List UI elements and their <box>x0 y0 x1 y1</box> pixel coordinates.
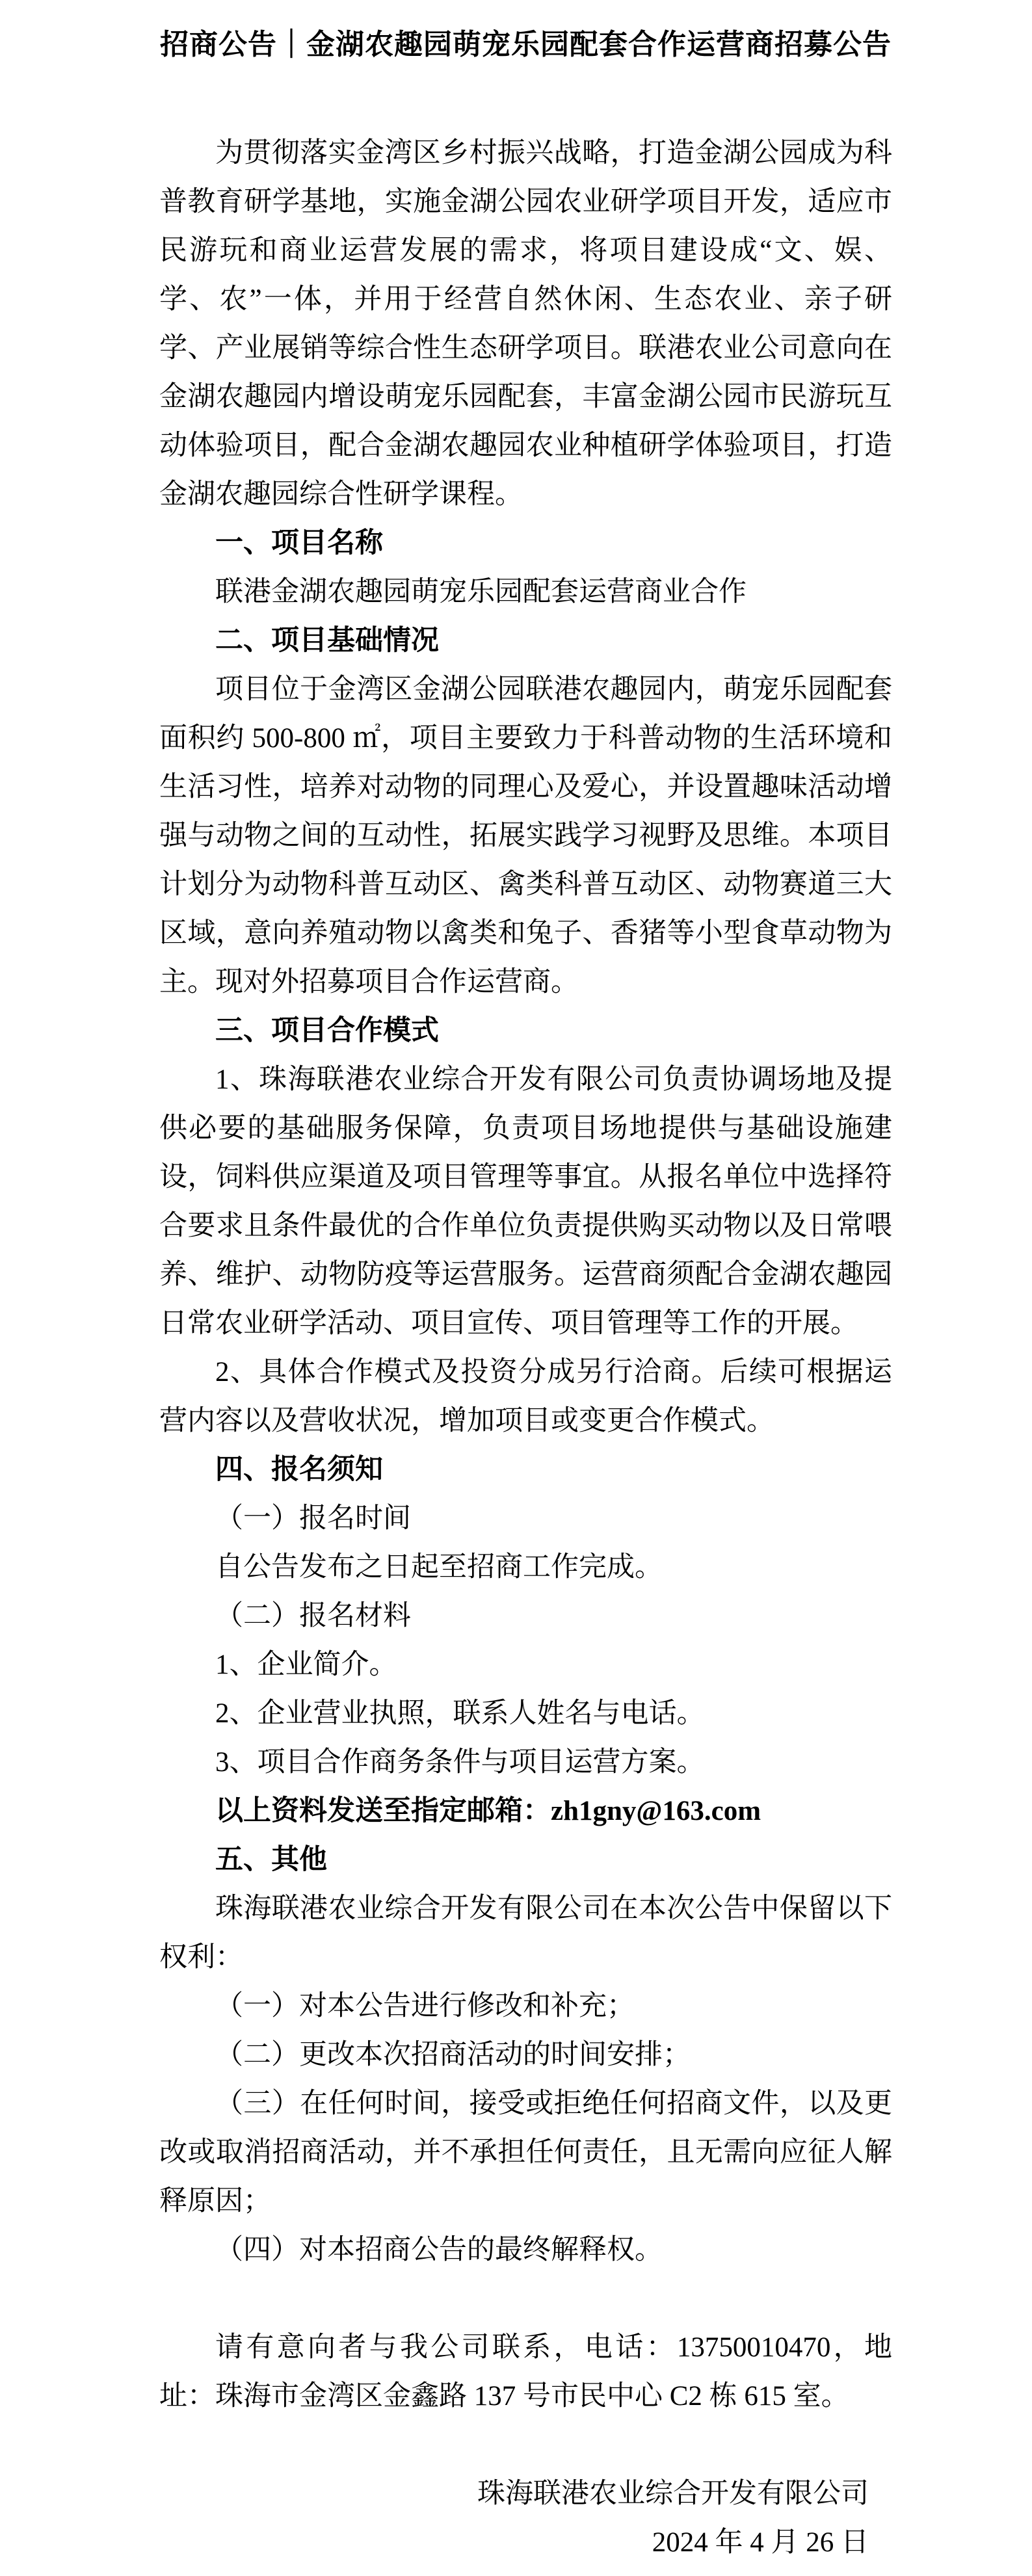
paragraph: 请有意向者与我公司联系，电话：13750010470，地址：珠海市金湾区金鑫路 137 号市民中心 C2 栋 615 室。 <box>159 2332 892 2412</box>
section-heading: 一、项目名称 <box>215 527 383 559</box>
paragraph: 2、企业营业执照，联系人姓名与电话。 <box>215 1698 705 1729</box>
section-heading: 三、项目合作模式 <box>215 1015 439 1046</box>
section-heading: 五、其他 <box>215 1844 327 1875</box>
paragraph: （二）更改本次招商活动的时间安排； <box>215 2040 691 2070</box>
announcement-date: 2024 年 4 月 26 日 <box>652 2527 869 2558</box>
blank-line <box>159 2421 892 2469</box>
paragraph: 1、企业简介。 <box>215 1649 397 1680</box>
paragraph: 为贯彻落实金湾区乡村振兴战略，打造金湖公园成为科普教育研学基地，实施金湖公园农业研学项目开发，适应市民游玩和商业运营发展的需求，将项目建设成“文、娱、学、农”一体，并用于经营自然休闲、生态农业、亲子研学、产业展销等综合性生态研学项目。联港农业公司意向在金湖农趣园内增设萌宠乐园配套，丰富金湖公园市民游玩互动体验项目，配合金湖农趣园农业种植研学体验项目，打造金湖农趣园综合性研学课程。 <box>159 138 892 510</box>
paragraph: （三）在任何时间，接受或拒绝任何招商文件，以及更改或取消招商活动，并不承担任何责任，且无需向应征人解释原因； <box>159 2088 892 2216</box>
paragraph: （二）报名材料 <box>215 1601 411 1631</box>
company-signature: 珠海联港农业综合开发有限公司 <box>477 2478 869 2509</box>
document-body <box>159 129 892 2567</box>
blank-line <box>159 2274 892 2323</box>
email-submission-line: 以上资料发送至指定邮箱：zh1gny@163.com <box>215 1796 761 1826</box>
paragraph: （一）对本公告进行修改和补充； <box>215 1991 635 2021</box>
paragraph: 项目位于金湾区金湖公园联港农趣园内，萌宠乐园配套面积约 500-800 ㎡，项目主要致力于科普动物的生活环境和生活习性，培养对动物的同理心及爱心，并设置趣味活动增强与动物之间的互动性，拓展实践学习视野及思维。本项目计划分为动物科普互动区、禽类科普互动区、动物赛道三大区域，意向养殖动物以禽类和兔子、香猪等小型食草动物为主。现对外招募项目合作运营商。 <box>159 674 892 997</box>
section-heading: 二、项目基础情况 <box>215 625 439 656</box>
paragraph: 联港金湖农趣园萌宠乐园配套运营商业合作 <box>215 577 747 607</box>
paragraph: （四）对本招商公告的最终解释权。 <box>215 2235 663 2265</box>
paragraph: 珠海联港农业综合开发有限公司在本次公告中保留以下权利： <box>159 1893 892 1973</box>
paragraph: （一）报名时间 <box>215 1503 411 1534</box>
paragraph: 自公告发布之日起至招商工作完成。 <box>215 1552 663 1583</box>
section-heading: 四、报名须知 <box>215 1454 383 1485</box>
paragraph: 3、项目合作商务条件与项目运营方案。 <box>215 1747 705 1778</box>
paragraph: 1、珠海联港农业综合开发有限公司负责协调场地及提供必要的基础服务保障，负责项目场地提供与基础设施建设，饲料供应渠道及项目管理等事宜。从报名单位中选择符合要求且条件最优的合作单位负责提供购买动物以及日常喂养、维护、动物防疫等运营服务。运营商须配合金湖农趣园日常农业研学活动、项目宣传、项目管理等工作的开展。 <box>159 1064 892 1339</box>
paragraph: 2、具体合作模式及投资分成另行洽商。后续可根据运营内容以及营收状况，增加项目或变更合作模式。 <box>159 1357 892 1436</box>
document-title: 招商公告｜金湖农趣园萌宠乐园配套合作运营商招募公告 <box>160 29 892 60</box>
